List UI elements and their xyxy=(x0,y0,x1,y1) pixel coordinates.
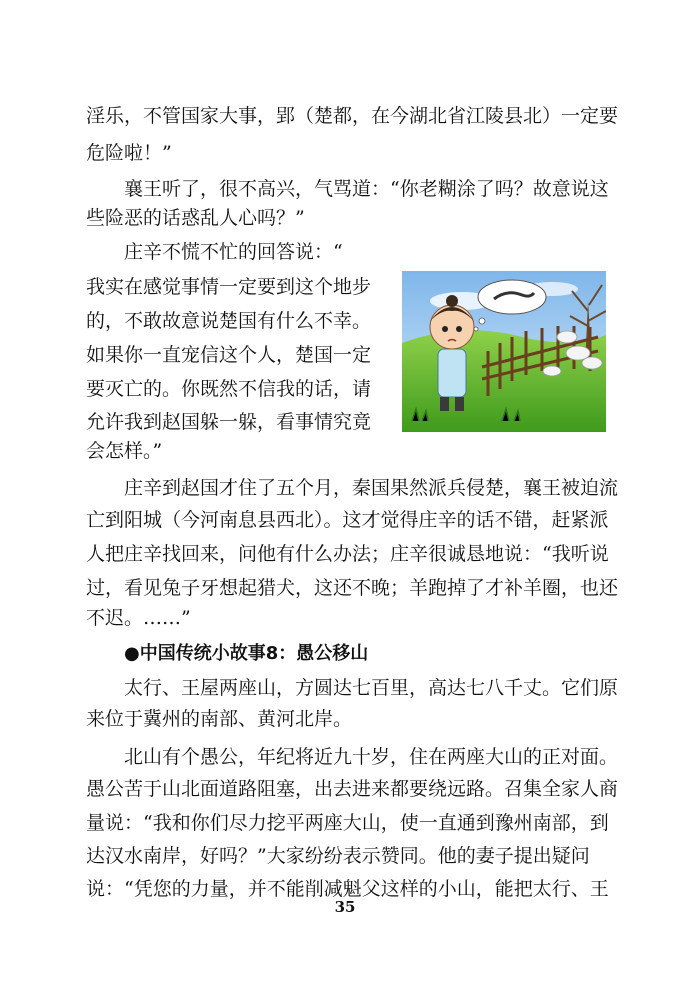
text-line: 会怎样。” xyxy=(86,440,163,462)
text-line: 达汉水南岸，好吗？”大家纷纷表示赞同。他的妻子提出疑问 xyxy=(86,845,590,867)
text-line: 我实在感觉事情一定要到这个地步 xyxy=(86,276,372,298)
text-line: 的，不敢故意说楚国有什么不幸。 xyxy=(86,310,372,332)
text-line: 如果你一直宠信这个人，楚国一定 xyxy=(86,344,372,366)
text-line: 些险恶的话惑乱人心吗？” xyxy=(86,207,305,229)
text-line: 允许我到赵国躲一躲，看事情究竟 xyxy=(86,411,372,433)
text-line: 过，看见兔子牙想起猎犬，这还不晚；羊跑掉了才补羊圈，也还 xyxy=(86,577,619,599)
text-line: 庄辛到赵国才住了五个月，秦国果然派兵侵楚，襄王被迫流 xyxy=(124,477,619,499)
text-line: 量说：“我和你们尽力挖平两座大山，使一直通到豫州南部，到 xyxy=(86,812,609,834)
text-line: 襄王听了，很不高兴，气骂道：“你老糊涂了吗？故意说这 xyxy=(124,178,609,200)
text-line: 人把庄辛找回来，问他有什么办法；庄辛很诚恳地说：“我听说 xyxy=(86,543,609,565)
story-illustration xyxy=(402,271,606,432)
text-line: 淫乐，不管国家大事，郢（楚都，在今湖北省江陵县北）一定要 xyxy=(86,105,619,127)
text-line: 要灭亡的。你既然不信我的话，请 xyxy=(86,378,372,400)
text-line: 太行、王屋两座山，方圆达七百里，高达七八千丈。它们原 xyxy=(124,677,619,699)
text-line: 来位于冀州的南部、黄河北岸。 xyxy=(86,708,353,730)
text-line: 说：“凭您的力量，并不能削减魁父这样的小山，能把太行、王 xyxy=(86,878,609,900)
page-number: 35 xyxy=(334,898,356,916)
section-heading: ●中国传统小故事8：愚公移山 xyxy=(124,643,369,664)
text-line: 危险啦！” xyxy=(86,142,172,164)
text-line: 亡到阳城（今河南息县西北）。这才觉得庄辛的话不错，赶紧派 xyxy=(86,509,609,531)
text-line: 愚公苦于山北面道路阻塞，出去进来都要绕远路。召集全家人商 xyxy=(86,778,619,800)
text-line: 北山有个愚公，年纪将近九十岁，住在两座大山的正对面。 xyxy=(124,746,619,768)
text-line: 庄辛不慌不忙的回答说：“ xyxy=(124,241,343,263)
text-line: 不迟。……” xyxy=(86,607,191,629)
